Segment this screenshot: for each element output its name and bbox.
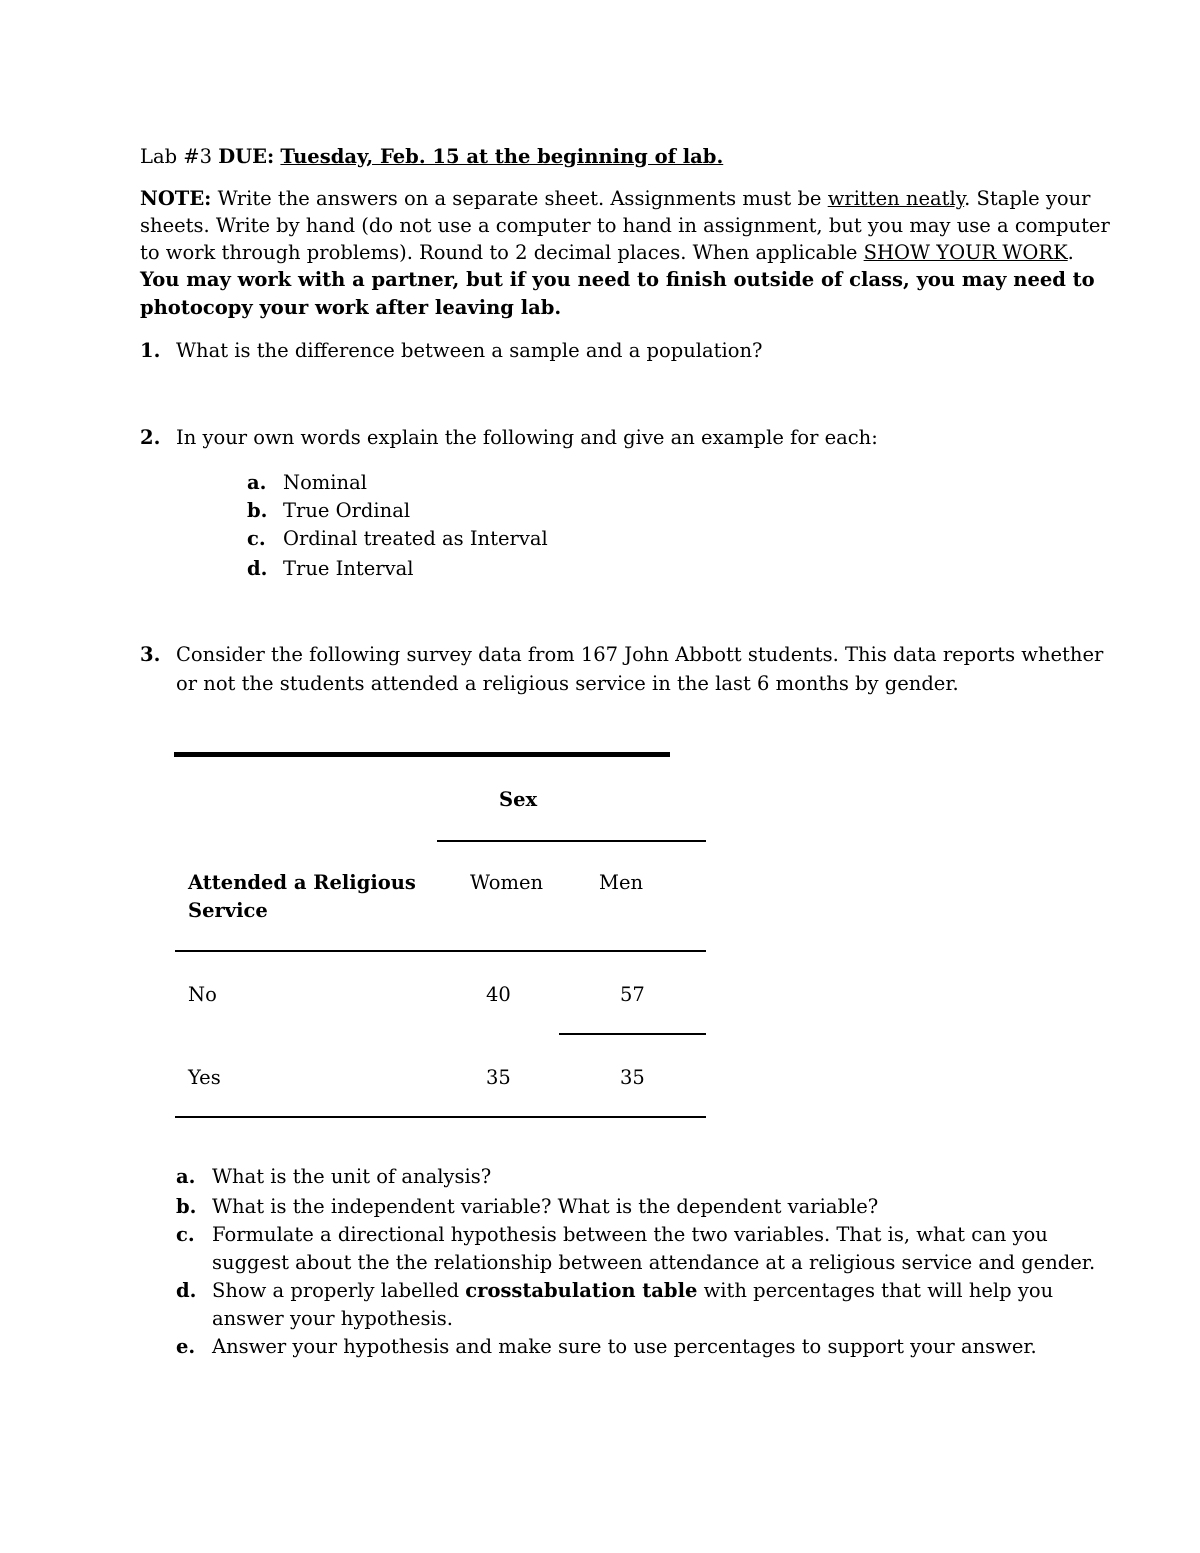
q2-item-text: Nominal <box>283 471 367 494</box>
q3-item-text: suggest about the the relationship between attendance at a religious service and gender. <box>212 1251 1096 1274</box>
note-line-2: sheets. Write by hand (do not use a computer to hand in assignment, but you may use a computer <box>140 214 1110 237</box>
q3-item-text: What is the unit of analysis? <box>212 1165 492 1188</box>
q3-number: 3. <box>140 643 161 666</box>
note-text-1b: . Staple your <box>964 187 1091 210</box>
q2-number: 2. <box>140 426 161 449</box>
q3-item-text: Answer your hypothesis and make sure to use percentages to support your answer. <box>212 1335 1037 1358</box>
q2-item-text: True Interval <box>283 557 414 580</box>
q3-item-text <box>212 1277 1053 1305</box>
q3-item-letter: c. <box>176 1223 195 1246</box>
q2-item-letter: d. <box>247 557 268 580</box>
table-row-header-line-1: Attended a Religious <box>188 871 416 894</box>
table-cell: 35 <box>486 1066 511 1089</box>
q2-item-letter: c. <box>247 527 266 550</box>
q3-item-letter: e. <box>176 1335 196 1358</box>
due-date: Tuesday, Feb. 15 at the beginning of lab. <box>280 145 724 168</box>
table-group-header: Sex <box>499 788 538 811</box>
table-row-label: No <box>188 983 217 1006</box>
table-group-rule <box>437 840 706 842</box>
q1-text: What is the difference between a sample and a population? <box>176 339 763 362</box>
q2-text: In your own words explain the following and give an example for each: <box>176 426 878 449</box>
note-text-1a: Write the answers on a separate sheet. Assignments must be <box>217 187 822 210</box>
q3-text-line-1: Consider the following survey data from 167 John Abbott students. This data reports whether <box>176 643 1104 666</box>
note-written-neatly: written neatly <box>827 187 965 210</box>
due-label: DUE: <box>218 145 275 168</box>
note-line-1 <box>140 185 1091 213</box>
table-cell: 40 <box>486 983 511 1006</box>
note-text-3a: to work through problems). Round to 2 decimal places. When applicable <box>140 241 858 264</box>
table-column-header: Men <box>599 871 644 894</box>
note-line-3 <box>140 239 1080 267</box>
table-bottom-rule <box>175 1116 706 1118</box>
table-partial-rule <box>559 1033 706 1035</box>
note-bold-line-1: You may work with a partner, but if you need to finish outside of class, you may need to <box>140 268 1095 291</box>
q2-item-letter: b. <box>247 499 268 522</box>
note-text-3b: . <box>1067 241 1074 264</box>
q3-item-text: Formulate a directional hypothesis between the two variables. That is, what can you <box>212 1223 1048 1246</box>
table-top-rule <box>174 752 670 757</box>
note-show-your-work: SHOW YOUR WORK <box>863 241 1068 264</box>
table-cell: 57 <box>620 983 645 1006</box>
table-row-label: Yes <box>188 1066 221 1089</box>
lab-header <box>140 143 1080 171</box>
q2-item-text: True Ordinal <box>283 499 411 522</box>
q2-item-letter: a. <box>247 471 267 494</box>
table-header-rule <box>175 950 706 952</box>
q3-item-text: What is the independent variable? What is the dependent variable? <box>212 1195 879 1218</box>
q3-text-line-2: or not the students attended a religious service in the last 6 months by gender. <box>176 672 959 695</box>
note-bold-line-2: photocopy your work after leaving lab. <box>140 296 562 319</box>
lab-title: Lab #3 <box>140 145 213 168</box>
table-row-header-line-2: Service <box>188 899 268 922</box>
q3-item-text: answer your hypothesis. <box>212 1307 453 1330</box>
table-column-header: Women <box>470 871 544 894</box>
note-label: NOTE: <box>140 187 212 210</box>
q3-d-bold: crosstabulation table <box>465 1279 698 1302</box>
q2-item-text: Ordinal treated as Interval <box>283 527 548 550</box>
q3-item-letter: d. <box>176 1279 197 1302</box>
q3-item-letter: b. <box>176 1195 197 1218</box>
table-cell: 35 <box>620 1066 645 1089</box>
q3-item-letter: a. <box>176 1165 196 1188</box>
q3-d-pre: Show a properly labelled <box>212 1279 466 1302</box>
q1-number: 1. <box>140 339 161 362</box>
q3-d-post: with percentages that will help you <box>697 1279 1054 1302</box>
